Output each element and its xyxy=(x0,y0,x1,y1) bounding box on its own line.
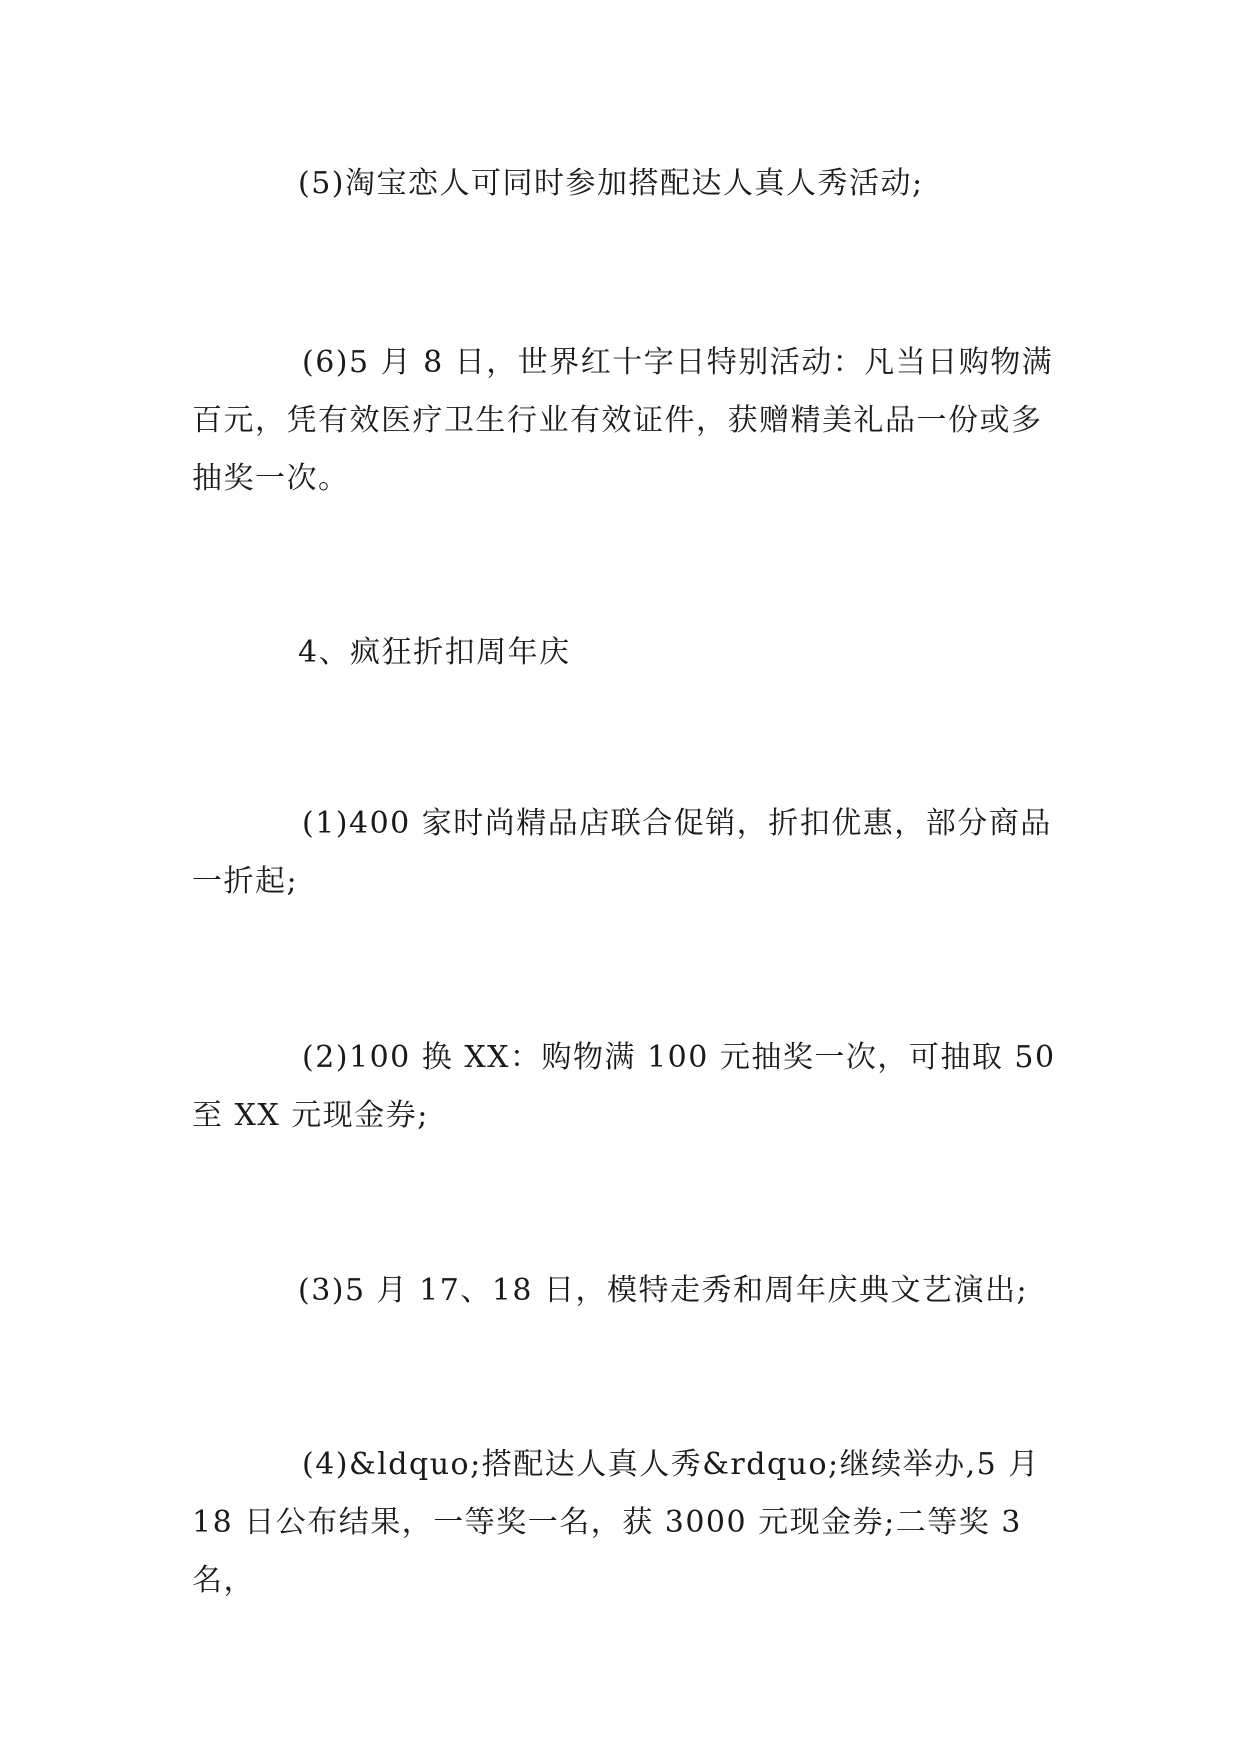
paragraph-item-5: (5)淘宝恋人可同时参加搭配达人真人秀活动; xyxy=(298,166,924,201)
paragraph-item-6: (6)5 月 8 日，世界红十字日特别活动：凡当日购物满百元，凭有效医疗卫生行业有效证件，获赠精美礼品一份或多抽奖一次。 xyxy=(192,345,1054,496)
paragraph-item-2: (2)100 换 XX：购物满 100 元抽奖一次，可抽取 50 至 XX 元现金券; xyxy=(192,1040,1056,1133)
section-heading: 4、疯狂折扣周年庆 xyxy=(298,635,571,670)
paragraph-item-3: (3)5 月 17、18 日，模特走秀和周年庆典文艺演出; xyxy=(298,1273,1029,1308)
paragraph-item-4: (4)&ldquo;搭配达人真人秀&rdquo;继续举办,5 月 18 日公布结果，一等奖一名，获 3000 元现金券;二等奖 3 名， xyxy=(192,1447,1040,1598)
paragraph-item-1: (1)400 家时尚精品店联合促销，折扣优惠，部分商品一折起; xyxy=(192,806,1052,899)
